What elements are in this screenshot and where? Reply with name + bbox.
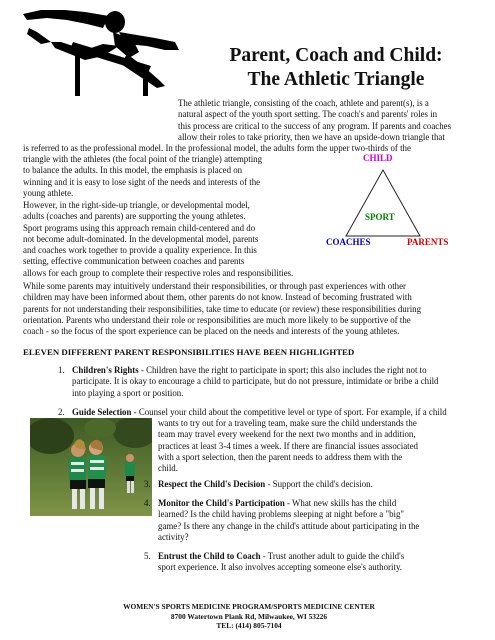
intro-line: to balance the adults. In this model, the emphasis is placed on (23, 165, 243, 176)
triangle-label-sport: SPORT (365, 212, 395, 222)
dev-line: However, in the right-side-up triangle, or developmental model, (23, 200, 250, 210)
title-line-2: The Athletic Triangle (247, 69, 425, 90)
item-title: Respect the Child's Decision (158, 479, 266, 489)
item-text: sport experience. It also involves accepting someone else's authority. (158, 562, 403, 573)
item-title: Children's Rights (72, 365, 139, 375)
item-number: 1. (58, 365, 65, 375)
item-text: game? Is there any change in the child's attitude about participating in the (158, 520, 420, 531)
runner-icon (23, 10, 179, 88)
parents-line: While some parents may intuitively understand their responsibilities, or through past experiences with other (23, 281, 407, 291)
item-number: 5. (144, 551, 151, 561)
triangle-label-child: CHILD (363, 153, 393, 163)
youth-soccer-photo (30, 418, 152, 516)
item-text: wants to try out for a traveling team, make sure the child understands the (158, 418, 417, 428)
parents-line: coach - so the focus of the sport experience can be placed on the needs and interests of the young athletes. (23, 326, 400, 337)
item-text: child. (158, 463, 178, 474)
page-footer (23, 602, 475, 631)
triangle-label-coaches: COACHES (326, 237, 371, 247)
item-number: 2. (58, 407, 65, 417)
dev-line: adults (coaches and parents) are supporting the young athletes. (23, 211, 246, 222)
section-heading: ELEVEN DIFFERENT PARENT RESPONSIBILITIES HAVE BEEN HIGHLIGHTED (23, 347, 355, 357)
item-title: Monitor the Child's Participation (158, 498, 285, 508)
dev-line: not become adult-dominated. In the developmental model, parents (23, 233, 259, 244)
dev-line: setting, effective communication between coaches and parents (23, 256, 245, 267)
parents-line: orientation. Parents who understand their role or responsibilities are much more likely to be supportive of the (23, 314, 411, 325)
intro-indented-block (178, 98, 458, 143)
item-number: 3. (144, 479, 151, 489)
item-text: team may travel every weekend for the next two months and in addition, (158, 429, 416, 440)
dev-line: and coaches work together to provide a quality experience. In this (23, 245, 257, 256)
item-text: - Children have the right to participate in sport; this also includes the right not to (138, 365, 427, 375)
intro-line: this process are critical to the success of any program. If parents and coaches (178, 120, 452, 131)
triangle-label-parents: PARENTS (407, 237, 449, 247)
item-text: - Counsel your child about the competitive level or type of sport. For example, if a child (131, 407, 447, 417)
intro-line: winning and it is easy to lose sight of the needs and interests of the (23, 176, 261, 187)
item-text: participate. It is okay to encourage a child to participate, but do not pressure, intimidate or bribe a child (72, 376, 439, 387)
item-text: activity? (158, 531, 189, 542)
item-number: 4. (144, 498, 151, 508)
footer-address: 8700 Watertown Plank Rd, Milwaukee, WI 53226 (170, 611, 328, 621)
intro-line: The athletic triangle, consisting of the coach, athlete and parent(s), is a (178, 98, 429, 108)
responsibility-item-2-continued (158, 418, 476, 474)
item-text: with a sport selection, then the parent needs to address them with the (158, 451, 403, 462)
dev-line: allows for each group to complete their respective roles and responsibilities. (23, 267, 294, 278)
item-text: learned? Is the child having problems sleeping at night before a "big" (158, 509, 405, 520)
parents-paragraph (23, 281, 475, 337)
page-title (196, 44, 476, 92)
dev-line: Sport programs using this approach remain child-centered and do (23, 222, 256, 233)
parents-line: children may have been informed about them, other parents do not know. Instead of becoming frustrated with (23, 292, 412, 303)
intro-line: triangle with the athletes (the focal point of the triangle) attempting (23, 154, 263, 164)
developmental-paragraph (23, 200, 353, 279)
intro-line: young athlete. (23, 187, 74, 198)
item-title: Guide Selection (72, 407, 132, 417)
item-text: practices at least 3-4 times a week. If there are financial issues associated (158, 440, 418, 451)
hurdler-silhouette-logo (15, 6, 185, 96)
footer-org: WOMEN'S SPORTS MEDICINE PROGRAM/SPORTS MEDICINE CENTER (123, 602, 375, 611)
item-text: - Support the child's decision. (265, 479, 373, 489)
athletic-triangle-diagram (320, 150, 480, 260)
item-text: - Trust another adult to guide the child's (260, 551, 405, 561)
intro-continued-left-block (23, 154, 305, 199)
parents-line: parents for not understanding their responsibilities, take time to educate (or review) these responsibilities during (23, 303, 422, 314)
intro-line: allow their roles to take priority, then we have an upside-down triangle that (178, 131, 445, 142)
item-title: Entrust the Child to Coach (158, 551, 261, 561)
intro-line: natural aspect of the youth sport setting. The coach's and parents' roles in (178, 109, 438, 120)
item-text: into playing a sport or position. (72, 387, 184, 398)
title-line-1: Parent, Coach and Child: (229, 45, 443, 66)
intro-line: is referred to as the professional model. In the professional model, the adults form the upper two-thirds of the (23, 143, 411, 153)
footer-phone: TEL: (414) 805-7104 (216, 621, 282, 631)
item-text: - What new skills has the child (284, 498, 397, 508)
